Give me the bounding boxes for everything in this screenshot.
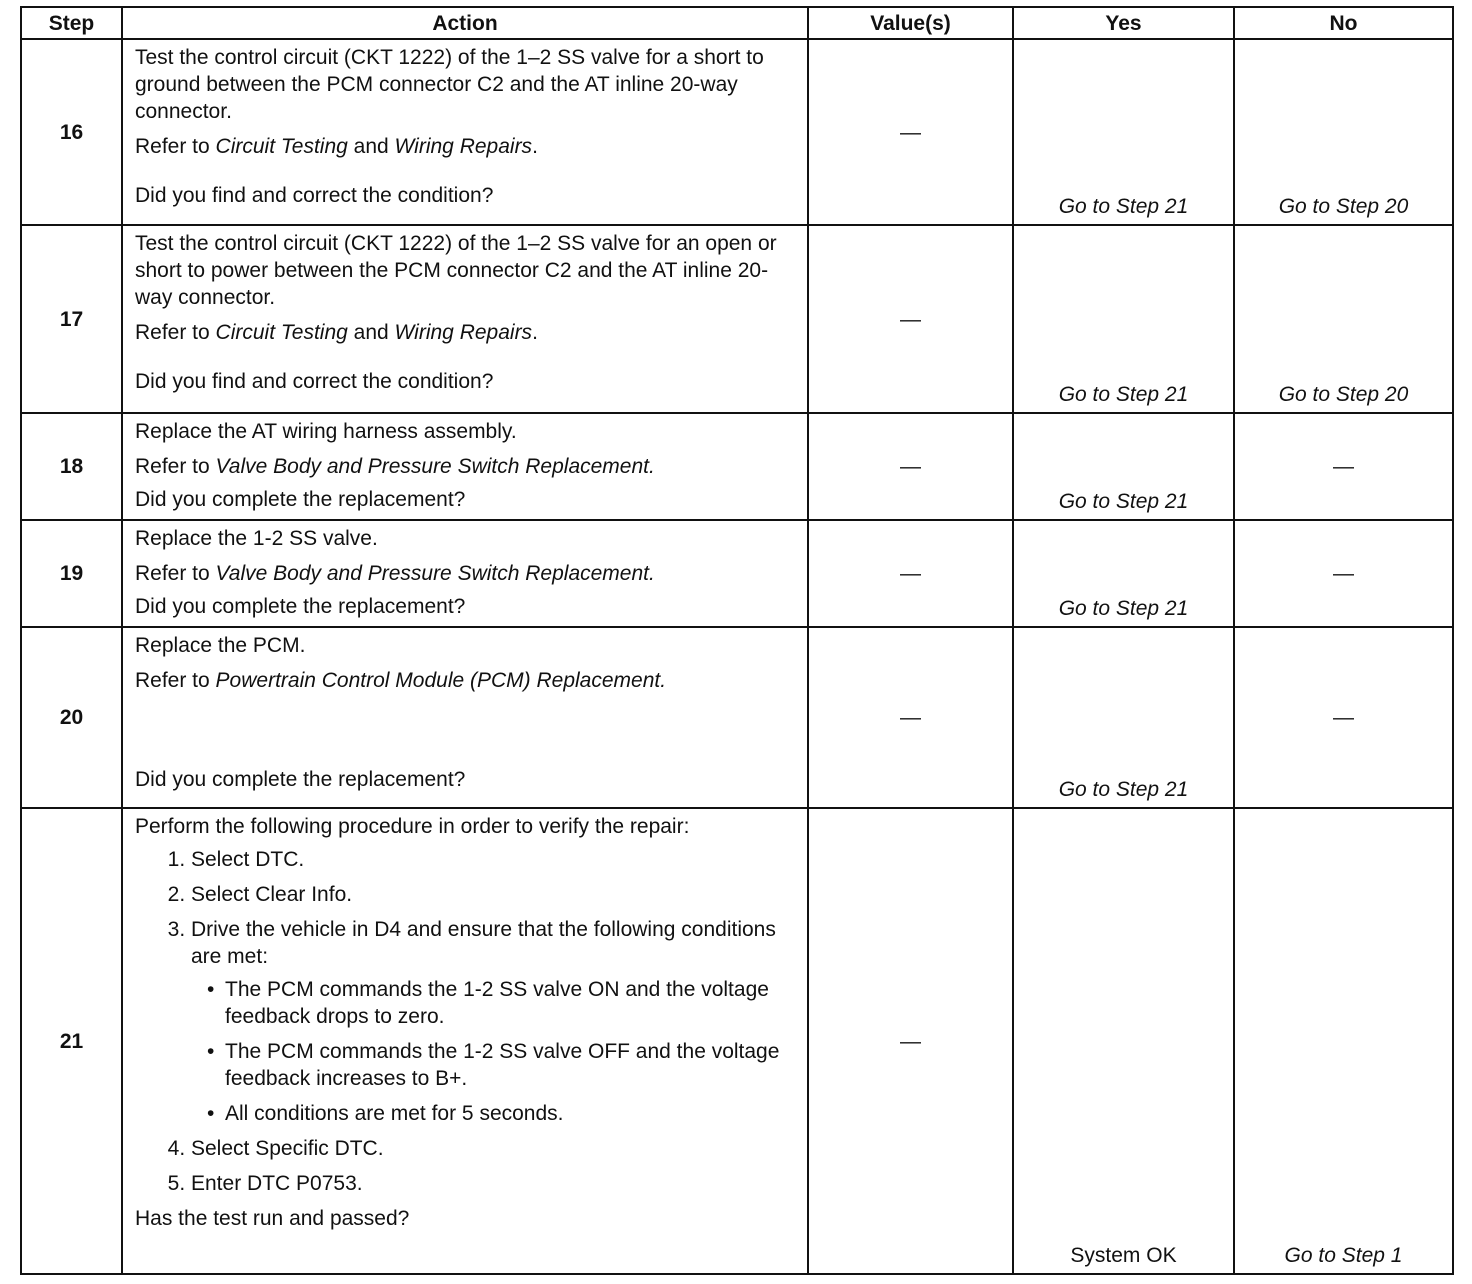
yes-cell: Go to Step 21	[1013, 225, 1234, 413]
refer-link: Powertrain Control Module (PCM) Replacement.	[215, 669, 667, 692]
question-text: Did you complete the replacement?	[135, 768, 466, 791]
refer-line: Refer to Powertrain Control Module (PCM) Replacement.	[135, 669, 667, 692]
question-text: Has the test run and passed?	[135, 1207, 410, 1230]
action-cell	[122, 39, 808, 225]
refer-link: Circuit Testing	[215, 321, 348, 344]
no-cell: —	[1234, 520, 1453, 627]
procedure-list	[135, 846, 797, 1197]
table-row	[21, 225, 1453, 413]
step-number: 21	[21, 808, 122, 1274]
action-text: Replace the 1-2 SS valve.	[135, 527, 378, 550]
step-number: 17	[21, 225, 122, 413]
step-number: 19	[21, 520, 122, 627]
value-cell: —	[808, 39, 1013, 225]
list-item: 5. Enter DTC P0753.	[191, 1170, 797, 1197]
list-item: • All conditions are met for 5 seconds.	[225, 1100, 797, 1127]
yes-cell: Go to Step 21	[1013, 413, 1234, 520]
action-text: Replace the PCM.	[135, 634, 306, 657]
step-number: 20	[21, 627, 122, 808]
refer-link: Wiring Repairs	[394, 321, 533, 344]
table-row	[21, 520, 1453, 627]
header-yes: Yes	[1013, 7, 1234, 39]
header-row	[21, 7, 1453, 39]
action-text: Perform the following procedure in order to verify the repair:	[135, 815, 690, 838]
value-cell: —	[808, 520, 1013, 627]
action-cell	[122, 627, 808, 808]
refer-link: Valve Body and Pressure Switch Replacement.	[215, 455, 655, 478]
action-cell	[122, 520, 808, 627]
step-number: 18	[21, 413, 122, 520]
step-number: 16	[21, 39, 122, 225]
table-row	[21, 808, 1453, 1274]
header-step: Step	[21, 7, 122, 39]
refer-link: Circuit Testing	[215, 135, 348, 158]
no-cell: Go to Step 1	[1234, 808, 1453, 1274]
action-text: Test the control circuit (CKT 1222) of the 1–2 SS valve for an open or short to power between the PCM connector C2 and the AT inline 20-way connector.	[135, 232, 777, 309]
value-cell: —	[808, 627, 1013, 808]
no-cell: —	[1234, 413, 1453, 520]
value-cell: —	[808, 808, 1013, 1274]
question-text: Did you complete the replacement?	[135, 595, 466, 618]
list-item: 1. Select DTC.	[191, 846, 797, 873]
list-item: • The PCM commands the 1-2 SS valve ON and the voltage feedback drops to zero.	[225, 976, 797, 1030]
value-cell: —	[808, 413, 1013, 520]
table-row	[21, 39, 1453, 225]
yes-cell: Go to Step 21	[1013, 520, 1234, 627]
question-text: Did you find and correct the condition?	[135, 370, 494, 393]
question-text: Did you find and correct the condition?	[135, 184, 494, 207]
yes-cell: Go to Step 21	[1013, 627, 1234, 808]
refer-line: Refer to Circuit Testing and Wiring Repairs.	[135, 321, 538, 344]
list-item: 2. Select Clear Info.	[191, 881, 797, 908]
refer-line: Refer to Valve Body and Pressure Switch Replacement.	[135, 562, 655, 585]
action-text: Replace the AT wiring harness assembly.	[135, 420, 517, 443]
action-cell	[122, 808, 808, 1274]
header-values: Value(s)	[808, 7, 1013, 39]
no-cell: Go to Step 20	[1234, 39, 1453, 225]
question-text: Did you complete the replacement?	[135, 488, 466, 511]
yes-cell: Go to Step 21	[1013, 39, 1234, 225]
value-cell: —	[808, 225, 1013, 413]
action-cell	[122, 413, 808, 520]
diagnostic-table	[20, 6, 1454, 1275]
yes-cell: System OK	[1013, 808, 1234, 1274]
condition-list	[191, 976, 797, 1127]
no-cell: Go to Step 20	[1234, 225, 1453, 413]
no-cell: —	[1234, 627, 1453, 808]
refer-link: Wiring Repairs	[394, 135, 533, 158]
refer-line: Refer to Valve Body and Pressure Switch Replacement.	[135, 455, 655, 478]
list-item: • The PCM commands the 1-2 SS valve OFF and the voltage feedback increases to B+.	[225, 1038, 797, 1092]
table-row	[21, 413, 1453, 520]
refer-line: Refer to Circuit Testing and Wiring Repairs.	[135, 135, 538, 158]
action-cell	[122, 225, 808, 413]
header-no: No	[1234, 7, 1453, 39]
list-item: 3. Drive the vehicle in D4 and ensure that the following conditions are met: • The PCM commands the 1-2 SS valve ON and the voltage feedback drops to zero. • The PCM commands the 1-2 SS valve OFF and the voltage feedback increases to B+. • All conditions are met for 5 seconds.	[191, 916, 797, 1127]
action-text: Test the control circuit (CKT 1222) of the 1–2 SS valve for a short to ground between the PCM connector C2 and the AT inline 20-way connector.	[135, 46, 764, 123]
refer-link: Valve Body and Pressure Switch Replacement.	[215, 562, 655, 585]
table-row	[21, 627, 1453, 808]
list-item: 4. Select Specific DTC.	[191, 1135, 797, 1162]
header-action: Action	[122, 7, 808, 39]
